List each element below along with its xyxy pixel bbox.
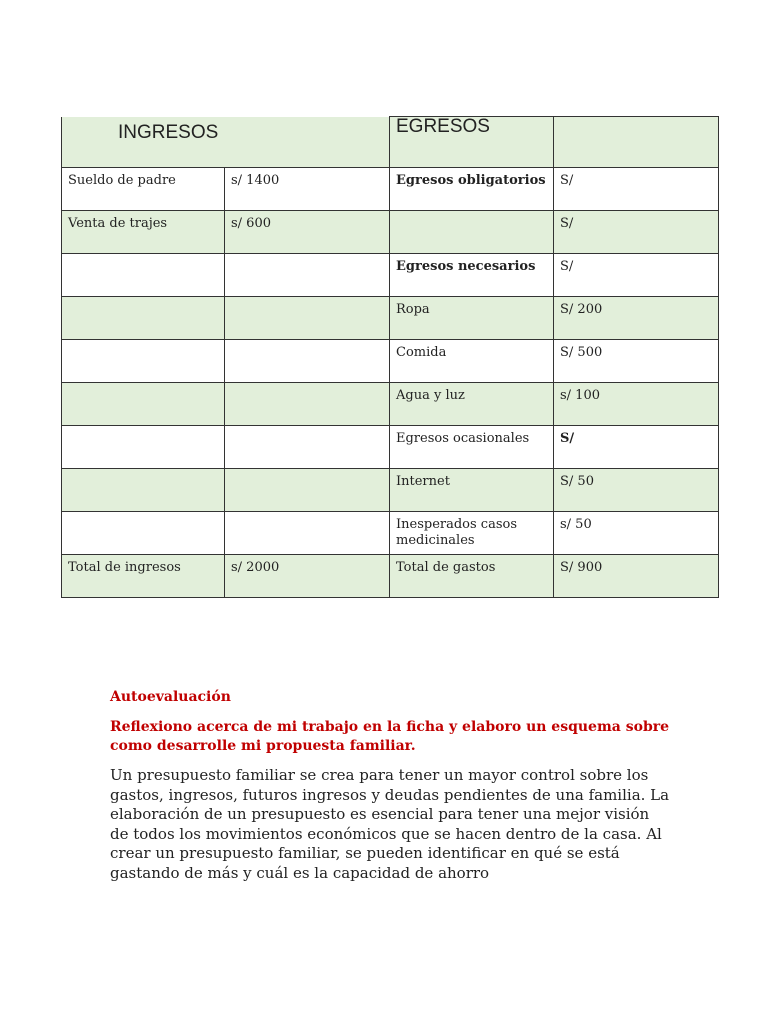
expense-concept-cell: Inesperados casos medicinales xyxy=(390,512,554,555)
table-row xyxy=(62,383,719,426)
income-concept-cell xyxy=(62,512,225,555)
expense-concept-cell: Total de gastos xyxy=(390,555,554,598)
expense-amount-cell: S/ xyxy=(554,426,719,469)
budget-table xyxy=(61,116,719,598)
income-amount-cell xyxy=(225,340,390,383)
expense-amount-cell: S/ 900 xyxy=(554,555,719,598)
income-amount-cell: s/ 1400 xyxy=(225,168,390,211)
table-header-row xyxy=(62,117,719,168)
expense-amount-cell: S/ xyxy=(554,254,719,297)
income-amount-cell xyxy=(225,469,390,512)
table-row xyxy=(62,426,719,469)
table-row xyxy=(62,297,719,340)
ingresos-header: INGRESOS xyxy=(62,117,390,168)
income-concept-cell: Venta de trajes xyxy=(62,211,225,254)
table-row xyxy=(62,469,719,512)
expense-amount-cell: S/ 500 xyxy=(554,340,719,383)
expense-amount-cell: S/ 200 xyxy=(554,297,719,340)
income-concept-cell xyxy=(62,426,225,469)
expense-amount-cell: s/ 100 xyxy=(554,383,719,426)
income-amount-cell xyxy=(225,512,390,555)
expense-amount-cell: s/ 50 xyxy=(554,512,719,555)
expense-amount-cell: S/ 50 xyxy=(554,469,719,512)
income-concept-cell: Sueldo de padre xyxy=(62,168,225,211)
expense-concept-cell: Egresos obligatorios xyxy=(390,168,554,211)
table-row xyxy=(62,168,719,211)
expense-amount-cell: S/ xyxy=(554,211,719,254)
income-amount-cell xyxy=(225,254,390,297)
table-row xyxy=(62,211,719,254)
autoevaluacion-title: Autoevaluación xyxy=(110,689,231,705)
table-row xyxy=(62,555,719,598)
egresos-header: EGRESOS xyxy=(390,117,554,168)
expense-concept-cell xyxy=(390,211,554,254)
expense-concept-cell: Agua y luz xyxy=(390,383,554,426)
income-concept-cell xyxy=(62,340,225,383)
expense-concept-cell: Internet xyxy=(390,469,554,512)
reflection-prompt: Reflexiono acerca de mi trabajo en la ficha y elaboro un esquema sobre como desarrolle mi propuesta familiar. xyxy=(110,719,670,754)
expense-concept-cell: Ropa xyxy=(390,297,554,340)
income-concept-cell xyxy=(62,254,225,297)
income-amount-cell xyxy=(225,297,390,340)
header-empty-cell xyxy=(554,117,719,168)
expense-concept-cell: Egresos necesarios xyxy=(390,254,554,297)
income-concept-cell xyxy=(62,297,225,340)
expense-amount-cell: S/ xyxy=(554,168,719,211)
expense-concept-cell: Comida xyxy=(390,340,554,383)
income-concept-cell xyxy=(62,469,225,512)
table-row xyxy=(62,340,719,383)
budget-explanation-paragraph: Un presupuesto familiar se crea para tener un mayor control sobre los gastos, ingresos, futuros ingresos y deudas pendientes de una familia. La elaboración de un presupuesto es esencial para tener una mejor visión de todos los movimientos económicos que se hacen dentro de la casa. Al crear un presupuesto familiar, se pueden identificar en qué se está gastando de más y cuál es la capacidad de ahorro xyxy=(110,766,670,882)
income-amount-cell xyxy=(225,383,390,426)
income-amount-cell xyxy=(225,426,390,469)
income-concept-cell: Total de ingresos xyxy=(62,555,225,598)
income-concept-cell xyxy=(62,383,225,426)
table-row xyxy=(62,512,719,555)
income-amount-cell: s/ 2000 xyxy=(225,555,390,598)
income-amount-cell: s/ 600 xyxy=(225,211,390,254)
table-row xyxy=(62,254,719,297)
expense-concept-cell: Egresos ocasionales xyxy=(390,426,554,469)
